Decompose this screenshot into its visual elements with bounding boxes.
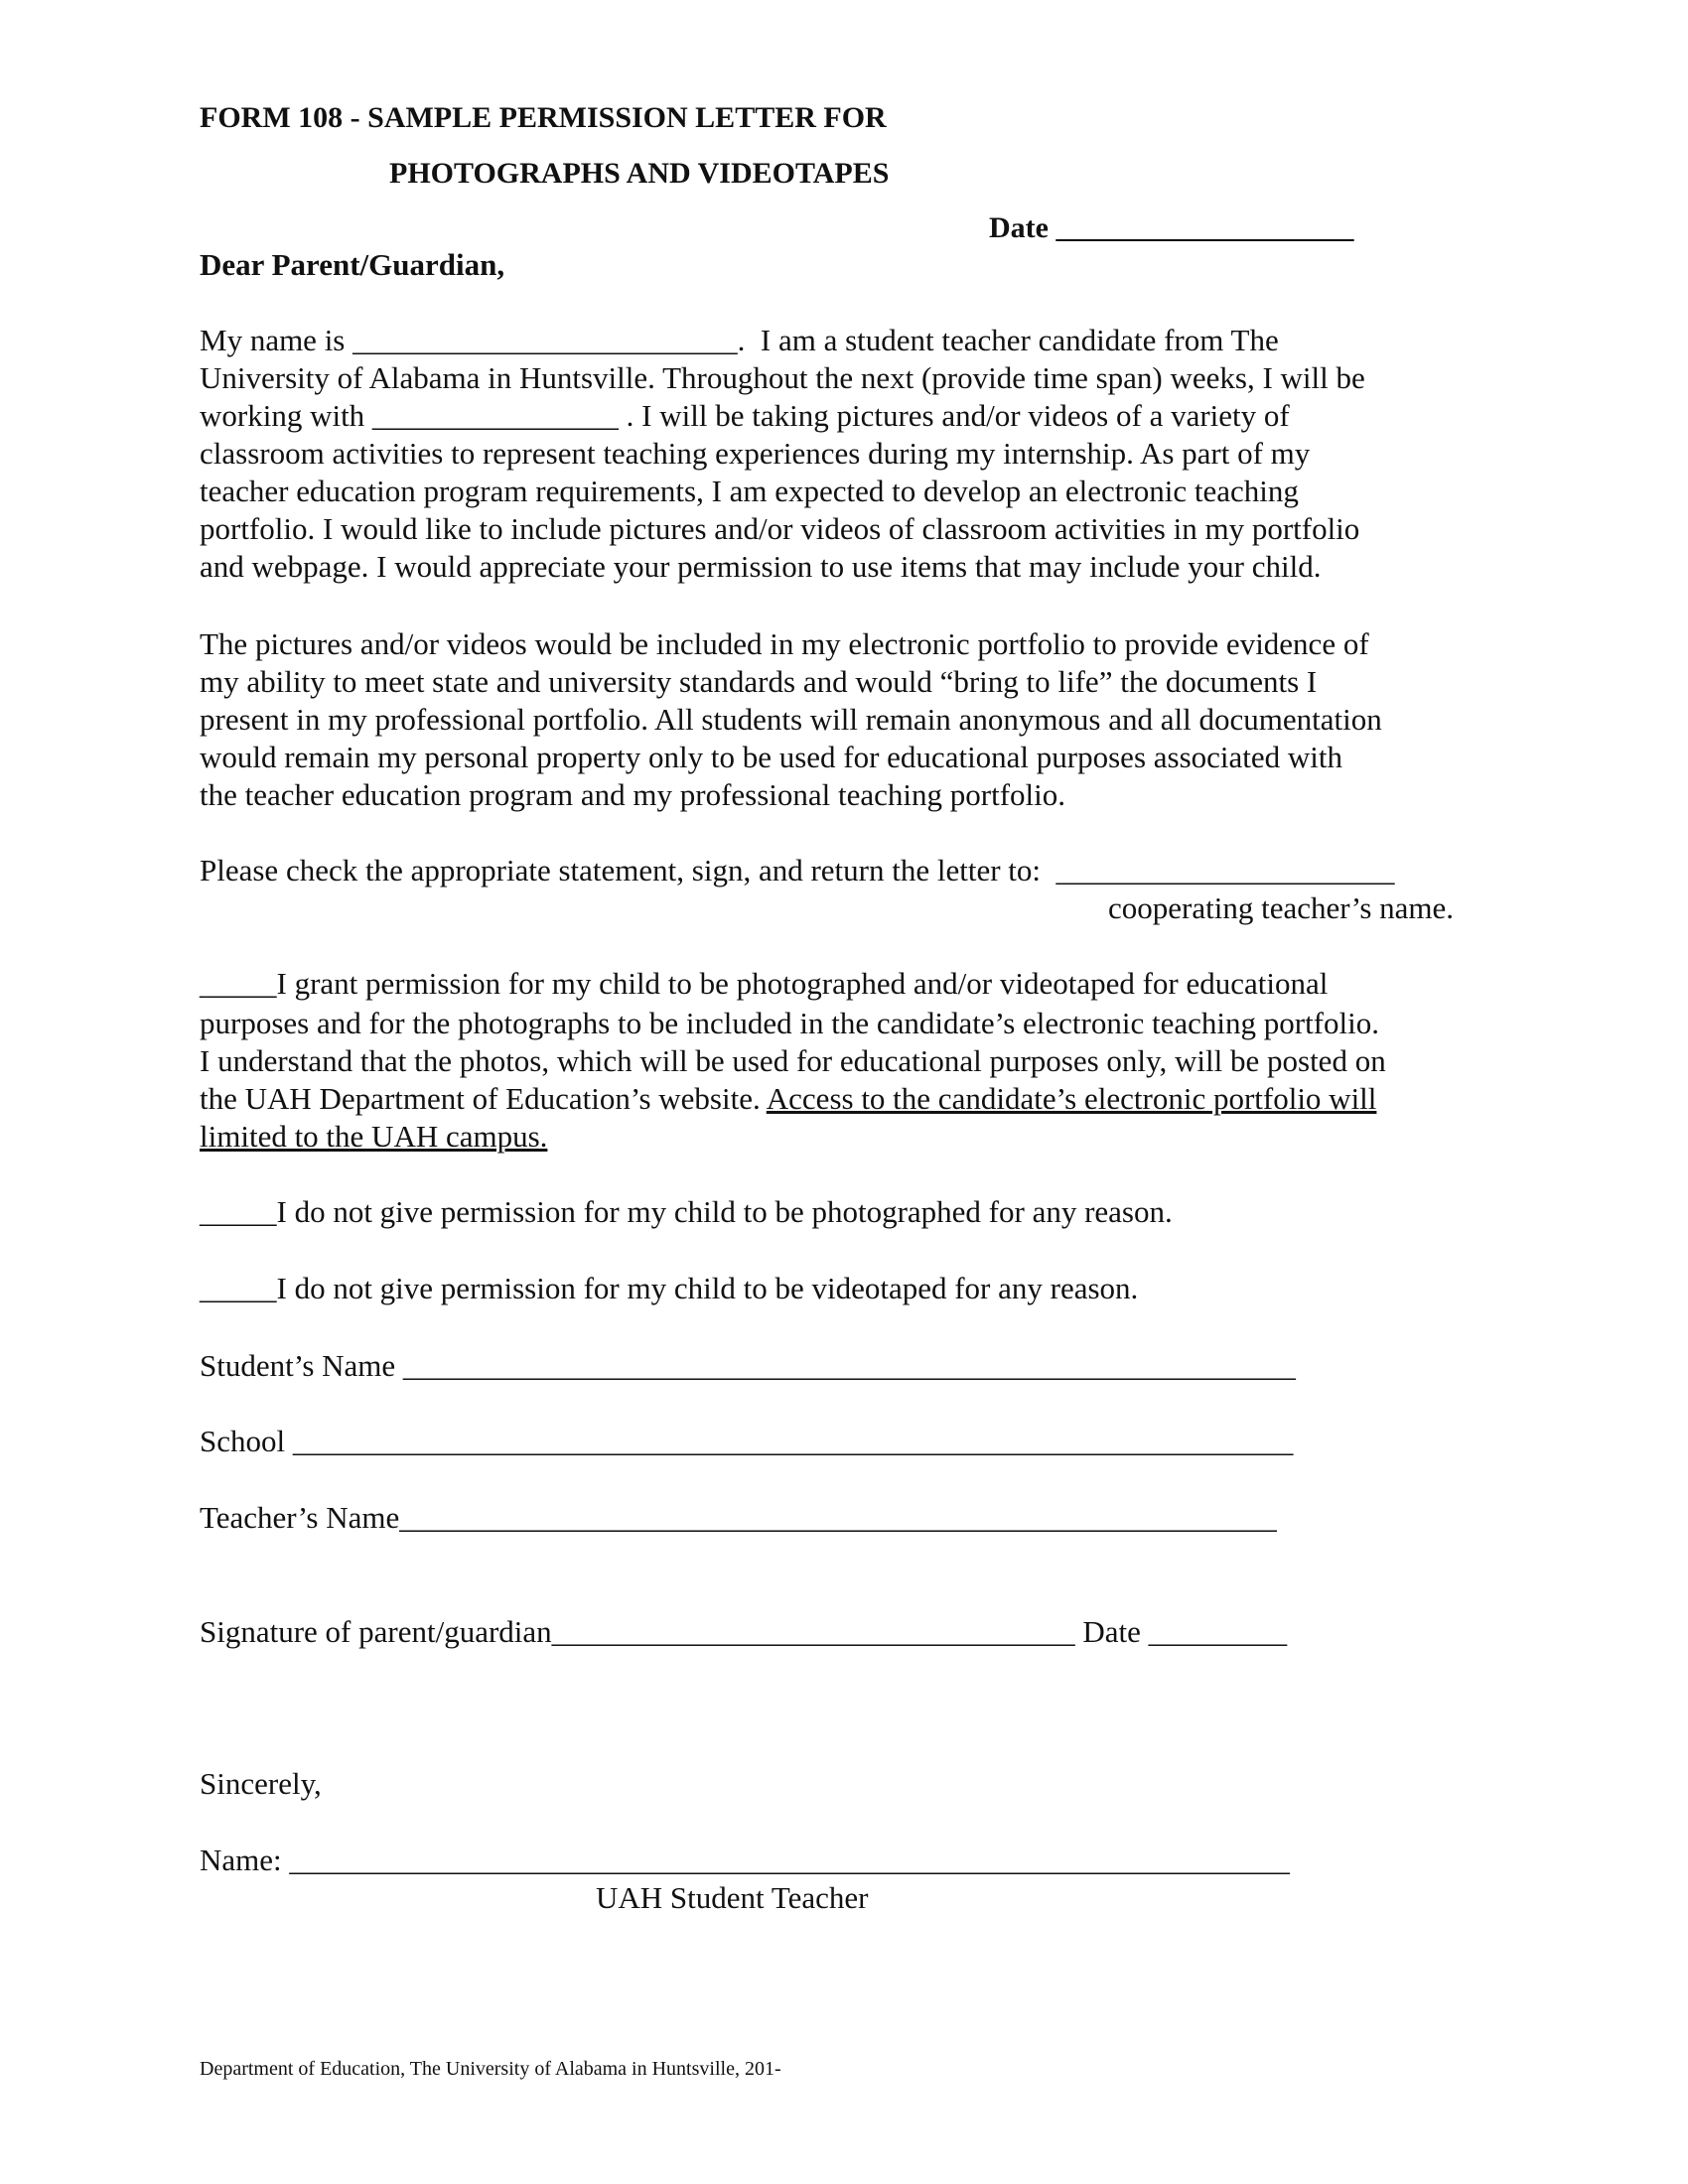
paragraph1-line: portfolio. I would like to include pictures and/or videos of classroom activities in my portfolio [200, 511, 1360, 546]
grant-permission-line: _____I grant permission for my child to be photographed and/or videotaped for educational [200, 966, 1329, 1001]
paragraph1-line: classroom activities to represent teaching experiences during my internship. As part of my [200, 436, 1311, 471]
date-field-top: Date ____________________ [989, 211, 1354, 244]
return-instruction: Please check the appropriate statement, sign, and return the letter to: ______________________ [200, 853, 1395, 887]
paragraph1-line: University of Alabama in Huntsville. Throughout the next (provide time span) weeks, I will be [200, 360, 1365, 395]
grant-permission-line: purposes and for the photographs to be included in the candidate’s electronic teaching portfolio. [200, 1006, 1379, 1040]
footer: Department of Education, The University of Alabama in Huntsville, 201- [200, 2058, 781, 2080]
no-video-option: _____I do not give permission for my child to be videotaped for any reason. [200, 1271, 1139, 1305]
closing-sincerely: Sincerely, [200, 1766, 322, 1801]
cooperating-teacher-caption: cooperating teacher’s name. [1108, 890, 1455, 925]
paragraph1-line: and webpage. I would appreciate your permission to use items that may include your child. [200, 549, 1322, 584]
paragraph2-line: present in my professional portfolio. All students will remain anonymous and all documentation [200, 702, 1382, 737]
form-title-line-1: FORM 108 - SAMPLE PERMISSION LETTER FOR [200, 101, 887, 134]
paragraph1-line: teacher education program requirements, I am expected to develop an electronic teaching [200, 474, 1299, 508]
portfolio-access-note: Access to the candidate’s electronic portfolio will [766, 1081, 1377, 1116]
student-teacher-role: UAH Student Teacher [596, 1880, 869, 1915]
signature-field: Signature of parent/guardian__________________________________ Date _________ [200, 1614, 1288, 1649]
grant-permission-line: I understand that the photos, which will be used for educational purposes only, will be posted on [200, 1043, 1386, 1078]
salutation: Dear Parent/Guardian, [200, 247, 505, 282]
paragraph2-line: my ability to meet state and university standards and would “bring to life” the documents I [200, 664, 1318, 699]
name-field: Name: _________________________________________________________________ [200, 1843, 1290, 1877]
grant-permission-text: the UAH Department of Education’s website. [200, 1081, 767, 1116]
paragraph1-line: My name is _________________________. I am a student teacher candidate from The [200, 323, 1279, 357]
paragraph1-line: working with ________________ . I will be taking pictures and/or videos of a variety of [200, 398, 1290, 433]
student-name-field: Student’s Name __________________________________________________________ [200, 1348, 1296, 1383]
no-photo-option: _____I do not give permission for my child to be photographed for any reason. [200, 1194, 1173, 1229]
form-title-line-2: PHOTOGRAPHS AND VIDEOTAPES [389, 157, 890, 190]
grant-permission-line-4 [200, 1080, 1376, 1118]
school-field: School _________________________________________________________________ [200, 1424, 1294, 1458]
paragraph2-line: would remain my personal property only to be used for educational purposes associated with [200, 740, 1343, 774]
portfolio-access-note-cont: limited to the UAH campus. [200, 1119, 548, 1154]
paragraph2-line: The pictures and/or videos would be included in my electronic portfolio to provide evidence of [200, 626, 1369, 661]
paragraph2-line: the teacher education program and my professional teaching portfolio. [200, 777, 1065, 812]
teacher-name-field: Teacher’s Name_________________________________________________________ [200, 1500, 1277, 1535]
